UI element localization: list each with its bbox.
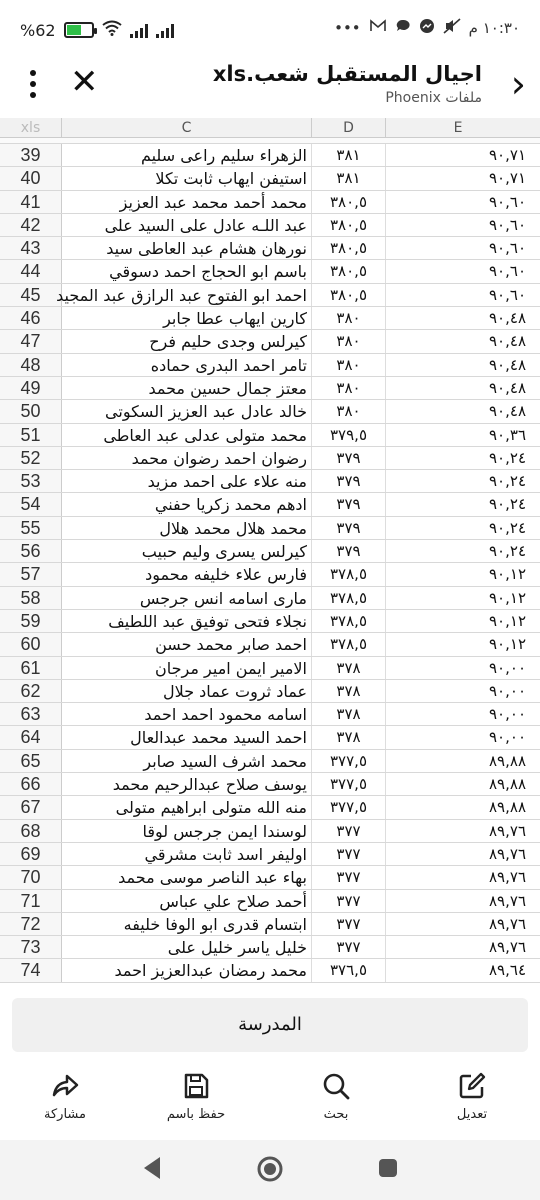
cell-name[interactable]: استيفن ايهاب ثابت تكلا — [62, 167, 312, 189]
table-row[interactable] — [0, 657, 540, 680]
cell-score[interactable]: ٣٧٨ — [312, 657, 386, 679]
cell-name[interactable]: عماد ثروت عماد جلال — [62, 680, 312, 702]
cell-percent[interactable]: ٩٠,٤٨ — [489, 378, 526, 397]
table-row[interactable] — [0, 796, 540, 819]
cell-name[interactable]: خليل ياسر خليل على — [62, 936, 312, 958]
file-source: ملفات Phoenix — [385, 90, 482, 106]
row-number: 66 — [0, 773, 62, 795]
cell-percent[interactable]: ٩٠,٦٠ — [489, 262, 526, 281]
cell-percent[interactable]: ٨٩,٨٨ — [489, 798, 526, 817]
table-row[interactable] — [0, 214, 540, 237]
more-status-icon: ••• — [334, 19, 361, 37]
table-row[interactable] — [0, 820, 540, 843]
cell-score[interactable]: ٣٧٧ — [312, 866, 386, 888]
cell-name[interactable]: بهاء عبد الناصر موسى محمد — [62, 866, 312, 888]
row-number: 53 — [0, 470, 62, 492]
cell-percent[interactable]: ٩٠,٠٠ — [489, 728, 526, 747]
cell-score[interactable]: ٣٨٠ — [312, 377, 386, 399]
signal-icon — [130, 22, 148, 38]
cell-score[interactable]: ٣٧٧ — [312, 820, 386, 842]
table-row[interactable] — [0, 377, 540, 400]
cell-name[interactable]: عبد اللـه عادل على السيد على — [62, 214, 312, 236]
row-number: 42 — [0, 214, 62, 236]
cell-percent[interactable]: ٩٠,٦٠ — [489, 192, 526, 211]
table-row[interactable] — [0, 284, 540, 307]
cell-percent[interactable]: ٩٠,٢٤ — [489, 472, 526, 491]
cell-name[interactable]: كيرلس يسرى وليم حبيب — [62, 540, 312, 562]
spreadsheet-view[interactable] — [0, 118, 540, 988]
table-row[interactable] — [0, 866, 540, 889]
cell-score[interactable]: ٣٧٩ — [312, 470, 386, 492]
row-number: 68 — [0, 820, 62, 842]
cell-score[interactable]: ٣٧٧ — [312, 913, 386, 935]
save-as-label: حفظ باسم — [166, 1107, 226, 1122]
cell-name[interactable]: لوسندا ايمن جرجس لوقا — [62, 820, 312, 842]
table-row[interactable] — [0, 890, 540, 913]
row-number: 61 — [0, 657, 62, 679]
cell-score[interactable]: ٣٨٠,٥ — [312, 237, 386, 259]
row-number: 45 — [0, 284, 62, 306]
cell-name[interactable]: فارس علاء خليفه محمود — [62, 563, 312, 585]
cell-percent[interactable]: ٩٠,٢٤ — [489, 495, 526, 514]
cell-score[interactable]: ٣٨٠,٥ — [312, 214, 386, 236]
status-time: ١٠:٣٠ م — [468, 19, 520, 37]
table-row[interactable] — [0, 354, 540, 377]
mute-icon — [443, 18, 461, 38]
cell-name[interactable]: محمد متولى عدلى عبد العاطى — [62, 424, 312, 446]
cell-percent[interactable]: ٨٩,٧٦ — [489, 821, 526, 840]
row-number: 67 — [0, 796, 62, 818]
row-number: 60 — [0, 633, 62, 655]
cell-percent[interactable]: ٩٠,٣٦ — [489, 425, 526, 444]
cell-score[interactable]: ٣٧٩ — [312, 517, 386, 539]
cell-percent[interactable]: ٩٠,٧١ — [489, 169, 526, 188]
status-right — [334, 18, 520, 38]
signal-icon-2 — [156, 22, 174, 38]
cell-name[interactable]: احمد ابو الفتوح عبد الرازق عبد المجيد — [62, 284, 312, 306]
cell-name[interactable]: نجلاء فتحى توفيق عبد اللطيف — [62, 610, 312, 632]
cell-score[interactable]: ٣٧٨ — [312, 726, 386, 748]
cell-percent[interactable]: ٩٠,٦٠ — [489, 285, 526, 304]
row-number: 64 — [0, 726, 62, 748]
row-number: 43 — [0, 237, 62, 259]
table-row[interactable] — [0, 260, 540, 283]
table-row[interactable] — [0, 750, 540, 773]
row-number: 39 — [0, 144, 62, 166]
cell-score[interactable]: ٣٨١ — [312, 144, 386, 166]
cell-percent[interactable]: ٩٠,٤٨ — [489, 309, 526, 328]
cell-name[interactable]: محمد أحمد محمد عبد العزيز — [62, 191, 312, 213]
cell-score[interactable]: ٣٨١ — [312, 167, 386, 189]
cell-percent[interactable]: ٩٠,١٢ — [489, 565, 526, 584]
cell-score[interactable]: ٣٧٨,٥ — [312, 633, 386, 655]
row-number: 63 — [0, 703, 62, 725]
status-left — [20, 20, 174, 40]
edit-icon — [457, 1071, 487, 1101]
cell-name[interactable]: محمد اشرف السيد صابر — [62, 750, 312, 772]
chat-icon — [395, 18, 411, 38]
cell-score[interactable]: ٣٧٧ — [312, 936, 386, 958]
table-row[interactable] — [0, 703, 540, 726]
table-row[interactable] — [0, 517, 540, 540]
cell-score[interactable]: ٣٨٠ — [312, 307, 386, 329]
table-row[interactable] — [0, 843, 540, 866]
cell-percent[interactable]: ٨٩,٧٦ — [489, 868, 526, 887]
cell-name[interactable]: احمد السيد محمد عبدالعال — [62, 726, 312, 748]
table-row[interactable] — [0, 540, 540, 563]
cell-name[interactable]: منه الله متولى ابراهيم متولى — [62, 796, 312, 818]
cell-score[interactable]: ٣٨٠,٥ — [312, 191, 386, 213]
cell-name[interactable]: باسم ابو الحجاج احمد دسوقي — [62, 260, 312, 282]
cell-score[interactable]: ٣٨٠,٥ — [312, 284, 386, 306]
cell-name[interactable]: ابتسام قدرى ابو الوفا خليفه — [62, 913, 312, 935]
share-label: مشاركة — [44, 1107, 86, 1122]
cell-name[interactable]: الامير ايمن امير مرجان — [62, 657, 312, 679]
cell-name[interactable]: كارين ايهاب عطا جابر — [62, 307, 312, 329]
table-row[interactable] — [0, 237, 540, 260]
column-header-bar — [0, 118, 540, 138]
wifi-icon — [102, 20, 122, 40]
search-button[interactable] — [286, 1065, 386, 1122]
row-number: 71 — [0, 890, 62, 912]
table-row[interactable] — [0, 610, 540, 633]
cell-percent[interactable]: ٩٠,٧١ — [489, 146, 526, 164]
cell-score[interactable]: ٣٧٧,٥ — [312, 750, 386, 772]
row-number: 72 — [0, 913, 62, 935]
edit-button[interactable] — [422, 1065, 522, 1122]
cell-score[interactable]: ٣٧٦,٥ — [312, 959, 386, 981]
column-header-c[interactable]: C — [62, 118, 312, 138]
save-as-button[interactable] — [146, 1065, 246, 1122]
cell-name[interactable]: معتز جمال حسين محمد — [62, 377, 312, 399]
cell-percent[interactable]: ٩٠,١٢ — [489, 588, 526, 607]
row-number: 51 — [0, 424, 62, 446]
table-row[interactable] — [0, 936, 540, 959]
cell-score[interactable]: ٣٧٨,٥ — [312, 587, 386, 609]
cell-percent[interactable]: ٩٠,٢٤ — [489, 448, 526, 467]
row-number: 40 — [0, 167, 62, 189]
column-header-corner: xls — [0, 118, 62, 138]
cell-name[interactable]: منه علاء على احمد مزيد — [62, 470, 312, 492]
share-icon — [50, 1071, 80, 1101]
cell-percent[interactable]: ٩٠,٠٠ — [489, 658, 526, 677]
cell-name[interactable]: تامر احمد البدرى حماده — [62, 354, 312, 376]
cell-score[interactable]: ٣٨٠ — [312, 330, 386, 352]
table-row[interactable] — [0, 167, 540, 190]
mail-icon — [369, 19, 387, 37]
cell-score[interactable]: ٣٨٠ — [312, 400, 386, 422]
row-number: 57 — [0, 563, 62, 585]
row-number: 41 — [0, 191, 62, 213]
cell-percent[interactable]: ٩٠,٠٠ — [489, 681, 526, 700]
bottom-toolbar — [0, 1065, 540, 1135]
cell-score[interactable]: ٣٧٩ — [312, 540, 386, 562]
cell-percent[interactable]: ٩٠,١٢ — [489, 611, 526, 630]
table-row[interactable] — [0, 144, 540, 167]
cell-percent[interactable]: ٨٩,٧٦ — [489, 914, 526, 933]
school-button[interactable]: المدرسة — [12, 998, 528, 1052]
battery-percent: %62 — [20, 20, 56, 40]
cell-name[interactable]: اوليفر اسد ثابت مشرقي — [62, 843, 312, 865]
search-icon — [321, 1071, 351, 1101]
cell-score[interactable]: ٣٧٧ — [312, 843, 386, 865]
row-number: 69 — [0, 843, 62, 865]
row-number: 44 — [0, 260, 62, 282]
sheet-rows — [0, 144, 540, 983]
cell-score[interactable]: ٣٧٧,٥ — [312, 773, 386, 795]
cell-name[interactable]: يوسف صلاح عبدالرحيم محمد — [62, 773, 312, 795]
row-number: 74 — [0, 959, 62, 981]
table-row[interactable] — [0, 680, 540, 703]
row-number: 62 — [0, 680, 62, 702]
cell-percent[interactable]: ٩٠,٦٠ — [489, 215, 526, 234]
cell-score[interactable]: ٣٧٩ — [312, 493, 386, 515]
cell-percent[interactable]: ٨٩,٨٨ — [489, 751, 526, 770]
cell-score[interactable]: ٣٧٨,٥ — [312, 610, 386, 632]
cell-name[interactable]: نورهان هشام عبد العاطى سيد — [62, 237, 312, 259]
cell-percent[interactable]: ٩٠,٤٨ — [489, 402, 526, 421]
row-number: 73 — [0, 936, 62, 958]
cell-name[interactable]: الزهراء سليم راعى سليم — [62, 144, 312, 166]
row-number: 54 — [0, 493, 62, 515]
table-row[interactable] — [0, 447, 540, 470]
cell-name[interactable]: كيرلس وجدى حليم فرح — [62, 330, 312, 352]
table-row[interactable] — [0, 633, 540, 656]
cell-percent[interactable]: ٨٩,٨٨ — [489, 775, 526, 794]
row-number: 65 — [0, 750, 62, 772]
close-icon[interactable]: ✕ — [70, 62, 99, 102]
row-number: 59 — [0, 610, 62, 632]
cell-score[interactable]: ٣٧٩ — [312, 447, 386, 469]
save-icon — [181, 1071, 211, 1101]
table-row[interactable] — [0, 587, 540, 610]
cell-percent[interactable]: ٨٩,٦٤ — [489, 961, 526, 980]
table-row[interactable] — [0, 400, 540, 423]
battery-icon — [64, 22, 94, 38]
table-row[interactable] — [0, 470, 540, 493]
cell-name[interactable]: اسامه محمود احمد احمد — [62, 703, 312, 725]
cell-name[interactable]: ادهم محمد زكريا حفني — [62, 493, 312, 515]
row-number: 58 — [0, 587, 62, 609]
cell-name[interactable]: محمد هلال محمد هلال — [62, 517, 312, 539]
row-number: 46 — [0, 307, 62, 329]
row-number: 49 — [0, 377, 62, 399]
row-number: 48 — [0, 354, 62, 376]
table-row[interactable] — [0, 307, 540, 330]
table-row[interactable] — [0, 726, 540, 749]
nav-back-icon[interactable] — [140, 1154, 164, 1182]
row-number: 70 — [0, 866, 62, 888]
cell-score[interactable]: ٣٧٨ — [312, 680, 386, 702]
app-header — [0, 60, 540, 118]
nav-home-icon[interactable] — [255, 1154, 285, 1184]
row-number: 52 — [0, 447, 62, 469]
cell-score[interactable]: ٣٧٩,٥ — [312, 424, 386, 446]
cell-percent[interactable]: ٩٠,٢٤ — [489, 542, 526, 561]
row-number: 50 — [0, 400, 62, 422]
cell-percent[interactable]: ٨٩,٧٦ — [489, 891, 526, 910]
table-row[interactable] — [0, 191, 540, 214]
status-bar — [0, 0, 540, 60]
nav-recents-icon[interactable] — [376, 1156, 400, 1180]
row-number: 47 — [0, 330, 62, 352]
back-chevron-icon[interactable]: › — [510, 62, 526, 106]
table-row[interactable] — [0, 563, 540, 586]
table-row[interactable] — [0, 330, 540, 353]
cell-name[interactable]: احمد صابر محمد حسن — [62, 633, 312, 655]
table-row[interactable] — [0, 959, 540, 982]
cell-percent[interactable]: ٩٠,٤٨ — [489, 332, 526, 351]
cell-percent[interactable]: ٩٠,٢٤ — [489, 518, 526, 537]
cell-percent[interactable]: ٩٠,٤٨ — [489, 355, 526, 374]
cell-name[interactable]: مارى اسامه انس جرجس — [62, 587, 312, 609]
search-label: بحث — [323, 1107, 349, 1122]
table-row[interactable] — [0, 773, 540, 796]
cell-name[interactable]: رضوان احمد رضوان محمد — [62, 447, 312, 469]
share-button[interactable] — [15, 1065, 115, 1122]
cell-name[interactable]: أحمد صلاح علي عباس — [62, 890, 312, 912]
file-title: اجيال المستقبل شعب.xls — [212, 62, 482, 86]
more-options-icon[interactable] — [30, 70, 36, 98]
cell-percent[interactable]: ٩٠,٠٠ — [489, 705, 526, 724]
row-number: 56 — [0, 540, 62, 562]
table-row[interactable] — [0, 424, 540, 447]
column-header-d[interactable]: D — [312, 118, 386, 138]
column-header-e[interactable]: E — [453, 120, 463, 136]
messenger-icon — [419, 18, 435, 38]
table-row[interactable] — [0, 913, 540, 936]
edit-label: تعديل — [456, 1107, 488, 1122]
row-number: 55 — [0, 517, 62, 539]
cell-percent[interactable]: ٩٠,١٢ — [489, 635, 526, 654]
cell-score[interactable]: ٣٧٨ — [312, 703, 386, 725]
table-row[interactable] — [0, 493, 540, 516]
cell-percent[interactable]: ٩٠,٦٠ — [489, 239, 526, 258]
cell-name[interactable]: خالد عادل عبد العزيز السكوتى — [62, 400, 312, 422]
cell-score[interactable]: ٣٧٧,٥ — [312, 796, 386, 818]
cell-score[interactable]: ٣٨٠ — [312, 354, 386, 376]
cell-name[interactable]: محمد رمضان عبدالعزيز احمد — [62, 959, 312, 981]
cell-score[interactable]: ٣٧٨,٥ — [312, 563, 386, 585]
cell-score[interactable]: ٣٨٠,٥ — [312, 260, 386, 282]
system-nav-bar — [0, 1140, 540, 1200]
cell-percent[interactable]: ٨٩,٧٦ — [489, 938, 526, 957]
cell-score[interactable]: ٣٧٧ — [312, 890, 386, 912]
cell-percent[interactable]: ٨٩,٧٦ — [489, 844, 526, 863]
